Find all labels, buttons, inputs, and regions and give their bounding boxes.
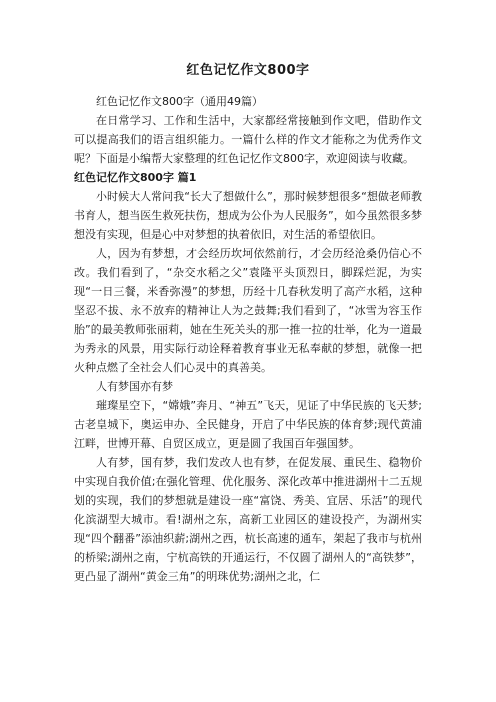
body-paragraph: 人有梦，国有梦，我们发改人也有梦，在促发展、重民生、稳物价中实现自我价值;在强化管理、优化服务、深化改革中推进湖州十二五规划的实现，我们的梦想就是建设一座“富饶、秀美、宜居、乐活”的现代化滨湖型大城市。看!湖州之东，高新工业园区的建设投产，为湖州实现“四个翻番”添油织薪;湖州之西，杭长高速的通车，架起了我市与杭州的桥梁;湖州之南，宁杭高铁的开通运行，不仅圆了湖州人的“高铁梦”，更凸显了湖州“黄金三角”的明珠优势;湖州之北，仁 — [74, 456, 422, 583]
document-body — [74, 92, 422, 586]
section-heading: 红色记忆作文800字 篇1 — [74, 171, 197, 184]
body-paragraph: 在日常学习、工作和生活中，大家都经常接触到作文吧，借助作文可以提高我们的语言组织能力。一篇什么样的作文才能称之为优秀作文呢？下面是小编帮大家整理的红色记忆作文800字，欢迎阅读与收藏。 — [74, 114, 422, 165]
body-paragraph: 人，因为有梦想，才会经历坎坷依然前行，才会历经沧桑仍信心不改。我们看到了，“杂交水稻之父”袁隆平头顶烈日，脚踩烂泥，为实现“一日三餐，米香弥漫”的梦想，历经十几春秋发明了高产水稻，这种坚忍不拔、永不放弃的精神让人为之鼓舞;我们看到了，“冰雪为容玉作胎”的最美教师张丽莉，她在生死关头的那一推一拉的壮举，化为一道最为秀永的风景，用实际行动诠释着教育事业无私奉献的梦想，就像一把火种点燃了全社会人们心灵中的真善美。 — [74, 247, 422, 374]
body-paragraph: 红色记忆作文800字（通用49篇） — [96, 95, 263, 108]
document-title: 红色记忆作文800字 — [186, 63, 310, 78]
body-paragraph: 璀璨星空下，“嫦娥”奔月、“神五”飞天，见证了中华民族的飞天梦;古老皇城下，奥运申办、全民健身，开启了中华民族的体育梦;现代黄浦江畔，世博开幕、自贸区成立，更是圆了我国百年强国梦。 — [74, 399, 422, 450]
body-paragraph: 小时候大人常问我“长大了想做什么”，那时候梦想很多“想做老师教书育人，想当医生救死扶伤，想成为公仆为人民服务”，如今虽然很多梦想没有实现，但是心中对梦想的执着依旧，对生活的希望依旧。 — [74, 190, 422, 241]
body-paragraph: 人有梦国亦有梦 — [96, 380, 173, 393]
